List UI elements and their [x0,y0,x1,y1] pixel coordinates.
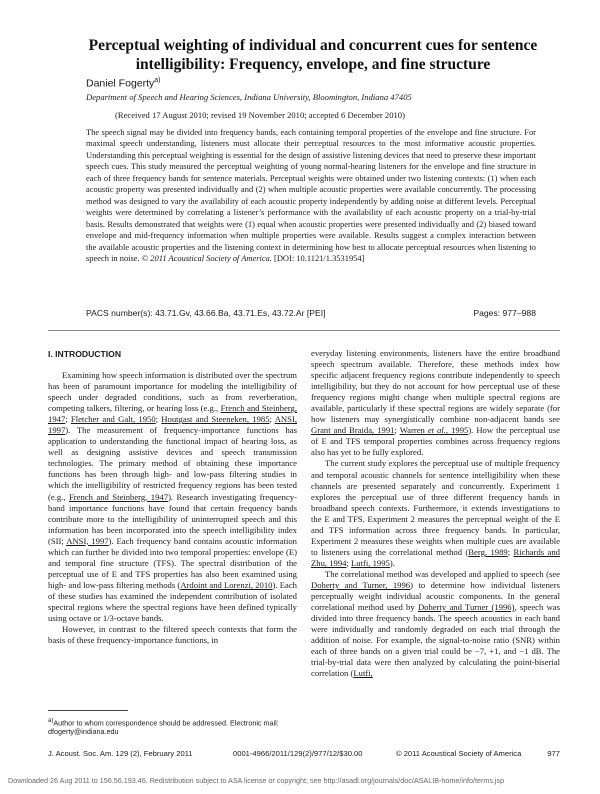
text-span: et al. [427,425,446,436]
affiliation: Department of Speech and Hearing Sciences, Indiana University, Bloomington, Indiana 47405 [86,92,412,102]
citation-link[interactable]: Berg, 1989 [468,546,508,557]
text-span: ). How the perceptual use of E and TFS temporal properties combines across frequency regions also has yet to be fully explored. [311,425,560,458]
author-note-marker: a) [154,77,161,84]
journal-citation: J. Acoust. Soc. Am. 129 (2), February 2011 [48,749,193,758]
section-heading: I. INTRODUCTION [48,349,122,359]
journal-code: 0001-4966/2011/129(2)/977/12/$30.00 [233,749,363,758]
page-number: 977 [547,749,560,758]
citation-link[interactable]: Fletcher and Galt, 1950 [70,414,156,425]
text-span: , 1995 [445,425,469,436]
text-span: ). Research investigating frequency-band importance functions have found that certain frequency bands contribute more to the intelligibility of uninterrupted speech and this information has been incorporated into the speech intelligibility index (SII; [48,491,297,546]
text-span: ; [394,425,400,436]
citation-link[interactable]: French and Steinberg, 1947 [48,403,297,425]
abstract-copyright: © 2011 Acoustical Society of America. [141,252,272,263]
citation-link[interactable]: Doherty and Turner, 1996 [311,579,411,590]
intro-paragraph-3 [311,458,560,568]
text-span: ; [507,546,514,557]
citation-link[interactable] [400,425,469,435]
citation-link[interactable]: Lutfi, [353,668,373,679]
section-divider [48,330,560,331]
citation-link[interactable]: Ardoint and Lorenzi, 2010 [180,579,273,590]
citation-link[interactable]: French and Steinberg, 1947 [68,491,169,502]
citation-link[interactable]: ANSI, 1997 [66,535,109,546]
page-range: Pages: 977–988 [473,308,536,318]
citation-link[interactable]: Lutfi, 1995 [351,557,390,568]
abstract-text: The speech signal may be divided into frequency bands, each containing temporal properties of the envelope and fine structure. For maximal speech understanding, listeners must allocate their perceptual resources to the most informative acoustic properties. Understanding this perceptual weighting is essential for the design of assistive listening devices that need to preserve these important speech cues. This study measured the perceptual weighting of young normal-hearing listeners for the envelope and fine structure in each of three frequency bands for sentence materials. Perceptual weights were obtained under two listening contexts: (1) when each acoustic property was presented individually and (2) when multiple acoustic properties were available concurrently. The processing method was designed to vary the availability of each acoustic property independently by adding noise at different levels. Perceptual weights were determined by correlating a listener’s performance with the availability of each acoustic property on a trial-by-trial basis. Results demonstrated that weights were (1) equal when acoustic properties were presented individually and (2) biased toward envelope and mid-frequency information when multiple properties were available. Results suggest a complex interaction between the available acoustic properties and the listening context in determining how best to allocate perceptual resources when listening to speech in noise. [86,127,536,263]
text-span: Warren [399,425,428,436]
author-line [86,77,161,90]
citation-link[interactable]: Grant and Braida, 1991 [311,425,395,436]
pacs-line [86,308,536,318]
pacs-numbers: PACS number(s): 43.71.Gv, 43.66.Ba, 43.71.Es, 43.72.Ar [PEI] [86,308,326,318]
text-span: ) to determine how individual listeners perceptually weight individual acoustic components. In the general correlational method used by [311,579,560,613]
download-notice: Downloaded 26 Aug 2011 to 156.56.193.46. Redistribution subject to ASA license or copyright; see http://asadl.org/journals/doc/ASALIB-home/info/terms.jsp [8,776,505,785]
text-span: ; [346,557,352,568]
column-right [311,348,560,679]
column-left [48,370,297,646]
text-span: ). Each frequency band contains acoustic information which can further be divided into two temporal properties: envelope (E) and temporal fine structure (TFS). The spectral distribution of the perceptual use of E and TFS properties has also been examined using high- and low-pass filtering methods ( [48,535,297,590]
footnote-text: Author to whom correspondence should be addressed. Electronic mail: dfogerty@indiana.edu [48,718,279,737]
footnote-marker: a) [48,718,54,724]
citation-link[interactable]: Doherty and Turner (1996) [417,602,515,613]
text-span: , speech was divided into three frequency bands. The speech acoustics in each band were individually and randomly degraded on each trial through the addition of noise. For example, the signal-to-noise ratio (SNR) within each of three bands on a given trial could be −7, +1, and −1 dB. The trial-by-trial data were then analyzed by calculating the point-biserial correlation ( [311,602,560,679]
citation-link[interactable]: Richards and Zhu, 1994 [311,546,560,568]
abstract-doi: [DOI: 10.1121/1.3531954] [271,252,365,263]
paper-title: Perceptual weighting of individual and concurrent cues for sentence intelligibility: Frequency, envelope, and fine structure [88,37,538,73]
text-span: ). The measurement of frequency-importance functions has application to understanding the functional impact of hearing loss, as well as designing assistive devices and speech transmission technologies. The primary method of obtaining these importance functions has been through high- and low-pass filtering studies in which the intelligibility of restricted frequency regions has been tested (e.g., [48,425,297,502]
intro-paragraph-1 [48,370,297,624]
citation-link[interactable]: Houtgast and Steeneken, 1985 [161,414,270,425]
text-span: ). [389,557,395,568]
journal-copyright: © 2011 Acoustical Society of America [396,749,522,758]
intro-paragraph-2: However, in contrast to the filtered speech contexts that form the basis of these frequency-importance functions, in [48,624,297,646]
text-span: Examining how speech information is distributed over the spectrum has been of paramount importance for modeling the intelligibility of speech under degraded conditions, such as from reverberation, competing talkers, filtering, or hearing loss (e.g., [48,370,297,414]
intro-paragraph-2-continued [311,348,560,458]
intro-paragraph-4 [311,569,560,679]
text-span: ; [155,414,162,425]
text-span: ). Each of these studies has examined the independent contribution of isolated spectral regions where the spectral regions have been defined typically using octave or 1/3-octave bands. [48,579,297,624]
footnote [48,717,297,736]
text-span: The correlational method was developed and applied to speech (see [325,568,560,579]
author-name: Daniel Fogerty [86,77,155,90]
footnote-divider [48,710,128,711]
text-span: everyday listening environments, listeners have the entire broadband speech spectrum available. Therefore, these methods index how specific adjacent frequency regions contribute independently to speech intelligibility, but they do not account for how perceptual use of these frequency regions might change when multiple spectral regions are available, particularly if these spectral regions are widely separate (for how listeners may synergistically combine non-adjacent bands see [311,348,560,425]
text-span: ; [269,414,275,425]
citation-link[interactable]: ANSI, 1997 [48,414,297,436]
received-dates: (Received 17 August 2010; revised 19 November 2010; accepted 6 December 2010) [115,110,405,120]
text-span: ; [65,414,71,425]
text-span: The current study explores the perceptual use of multiple frequency and temporal acoustic channels for sentence intelligibility when these channels are presented separately and concurrently. Experiment 1 explores the perceptual use of three different frequency bands in broadband speech contexts. Furthermore, it extends investigations to the E and TFS. Experiment 2 measures the perceptual weight of the E and TFS information across three frequency bands. In particular, Experiment 2 measures these weights when multiple cues are available to listeners using the correlational method ( [311,458,560,557]
abstract [86,127,536,264]
